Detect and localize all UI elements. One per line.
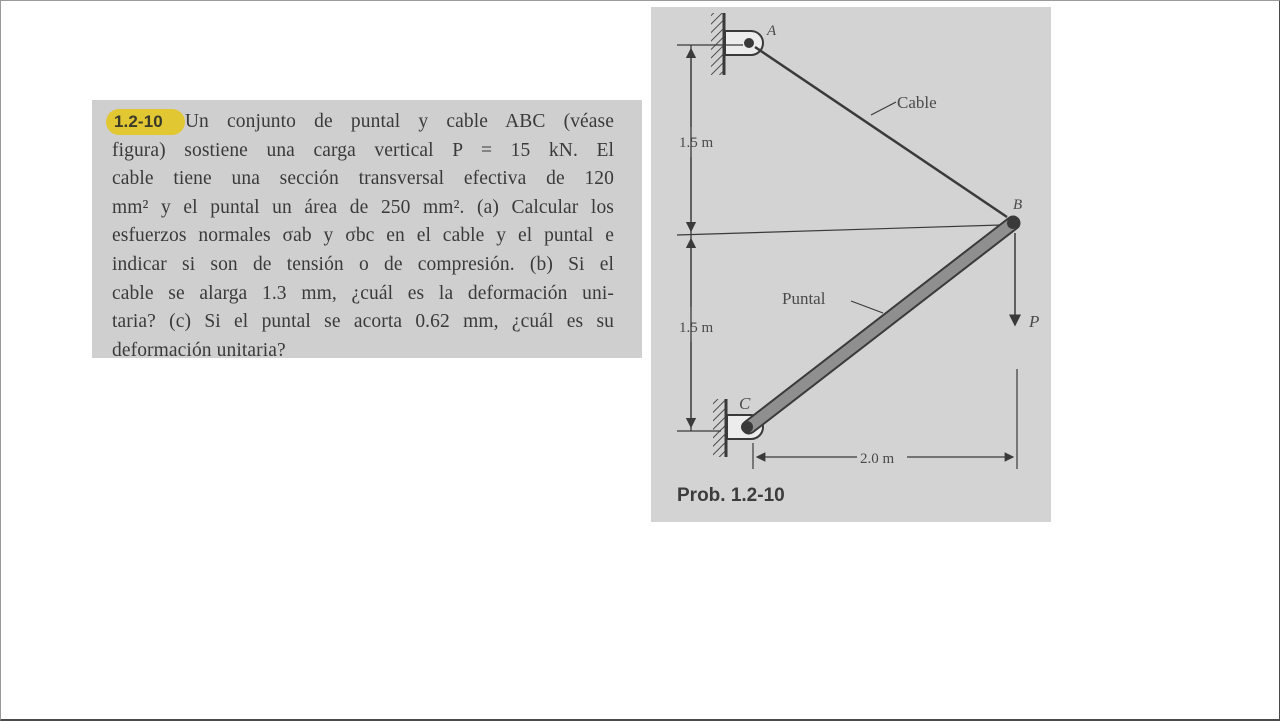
label-dimension-horizontal: 2.0 m — [860, 451, 895, 467]
dimension-tick-mid — [677, 225, 1001, 235]
label-strut: Puntal — [782, 289, 826, 308]
wall-support-a — [711, 13, 723, 75]
cable-ab — [755, 47, 1007, 217]
problem-line: esfuerzos normales σab y σbc en el cable y el puntal e — [112, 225, 614, 247]
pin-c — [741, 421, 753, 433]
problem-line: mm² y el puntal un área de 250 mm². (a) Calcular los — [112, 196, 614, 218]
problem-line — [112, 108, 614, 137]
problem-number-badge: 1.2-10 — [106, 109, 185, 135]
problem-line-text: Un conjunto de puntal y cable ABC (véase — [184, 111, 614, 132]
figure-caption: Prob. 1.2-10 — [677, 485, 785, 506]
label-load-p: P — [1029, 312, 1040, 331]
problem-line: taria? (c) Si el puntal se acorta 0.62 mm, ¿cuál es su — [112, 311, 614, 333]
pin-b — [1007, 217, 1019, 229]
label-dimension-upper: 1.5 m — [679, 135, 714, 151]
wall-support-c — [713, 399, 725, 457]
figure-panel — [651, 7, 1051, 522]
strut-leader — [851, 301, 883, 313]
problem-line: figura) sostiene una carga vertical P = 15 kN. El — [112, 139, 614, 161]
problem-line: cable se alarga 1.3 mm, ¿cuál es la deformación uni- — [112, 282, 614, 304]
cable-leader — [871, 102, 896, 115]
pin-a — [744, 38, 754, 48]
problem-line: indicar si son de tensión o de compresión. (b) Si el — [112, 253, 614, 275]
strut-bc-fill — [749, 223, 1013, 427]
problem-line: cable tiene una sección transversal efectiva de 120 — [112, 168, 614, 190]
label-point-a: A — [767, 23, 777, 39]
problem-text — [112, 108, 614, 365]
label-point-c: C — [739, 394, 751, 413]
truss-diagram — [651, 7, 1051, 522]
label-point-b: B — [1013, 197, 1023, 213]
problem-statement — [92, 100, 642, 361]
label-dimension-lower: 1.5 m — [679, 320, 714, 336]
problem-line: deformación unitaria? — [112, 339, 286, 361]
label-cable: Cable — [897, 93, 937, 112]
